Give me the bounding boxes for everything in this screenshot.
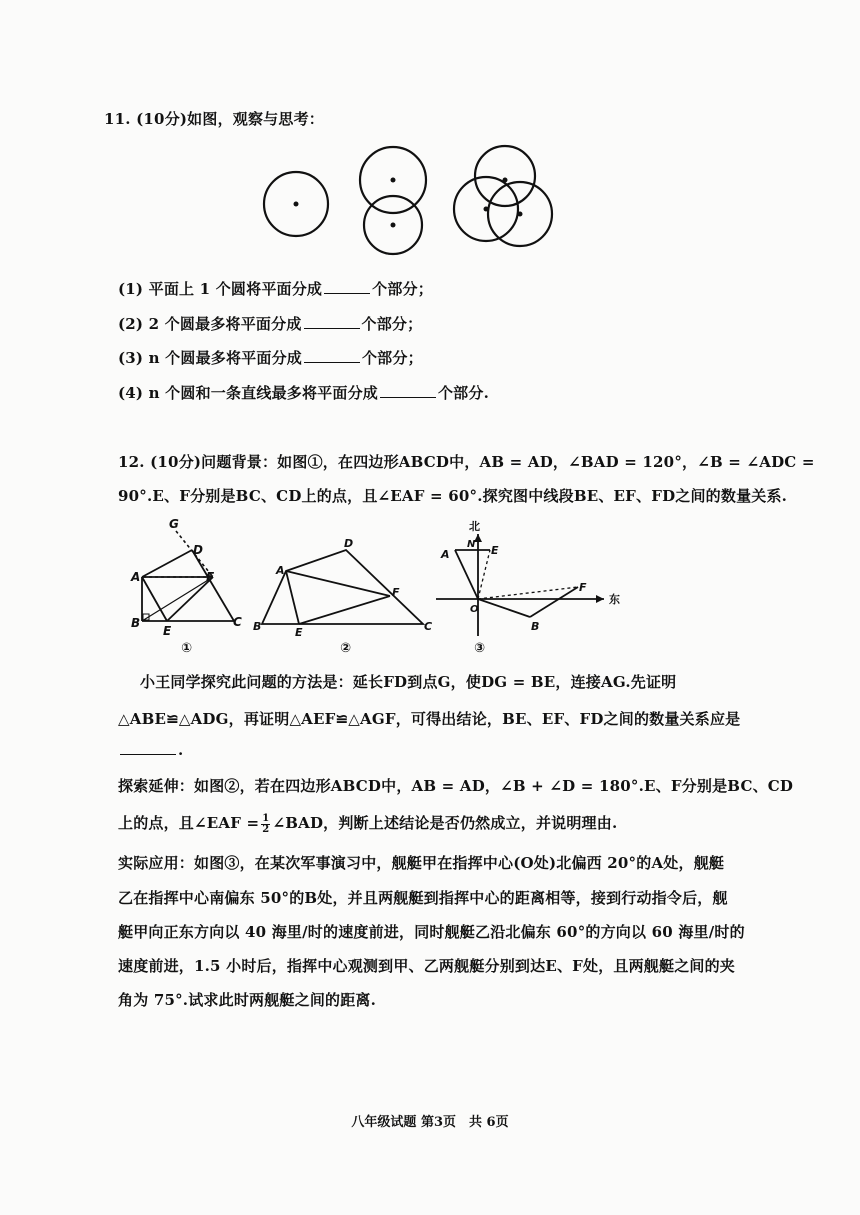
q12-application-4: 速度前进，1.5 小时后，指挥中心观测到甲、乙两舰艇分别到达E、F处，且两舰艇之间的夹 [118,957,736,975]
denominator: 2 [262,823,270,835]
q12-intro-2: 90°.E、F分别是BC、CD上的点，且∠EAF = 60°.探究图中线段BE、EF、FD之间的数量关系. [118,487,788,505]
part-text: (4) n 个圆和一条直线最多将平面分成 [118,384,378,402]
label-A: A [131,570,141,584]
label-C: C [233,615,242,629]
label-E: E [163,624,172,638]
label-A: A [441,548,450,561]
part-text: (3) n 个圆最多将平面分成 [118,349,302,367]
q12-application-1: 实际应用：如图③，在某次军事演习中，舰艇甲在指挥中心(O处)北偏西 20°的A处，舰艇 [118,854,725,872]
label-F: F [206,570,215,584]
figure-number: ② [340,641,352,656]
part-text: (2) 2 个圆最多将平面分成 [118,315,302,333]
label-F: F [579,581,587,594]
label-C: C [424,620,433,633]
label-G: G [169,517,179,531]
figure-number: ① [181,641,193,656]
label-east: 东 [609,593,620,606]
q12-extension-2 [118,812,617,835]
label-B: B [131,616,141,630]
ext-text: ∠BAD，判断上述结论是否仍然成立，并说明理由. [272,814,618,832]
label-F: F [392,586,400,599]
part-text: (1) 平面上 1 个圆将平面分成 [118,280,323,298]
part-text: 个部分； [372,280,433,298]
ext-text: 上的点，且∠EAF = [118,814,260,832]
part-text: 个部分； [361,349,423,367]
q12-intro-1: 12. (10分)问题背景：如图①，在四边形ABCD中，AB = AD，∠BAD = 120°，∠B = ∠ADC = [118,453,815,471]
part-text: 个部分. [437,384,490,402]
label-O: O [470,604,479,615]
q12-extension-1: 探索延伸：如图②，若在四边形ABCD中，AB = AD，∠B + ∠D = 180°.E、F分别是BC、CD [118,777,794,795]
q11-header: 11. (10分)如图，观察与思考： [104,110,324,128]
part-text: 个部分； [361,315,423,333]
label-A: A [276,564,285,577]
answer-blank[interactable] [120,740,176,755]
q12-application-2: 乙在指挥中心南偏东 50°的B处，并且两舰艇到指挥中心的距离相等，接到行动指令后，舰 [118,889,728,907]
label-D: D [344,537,354,550]
q12-method-2: △ABE≌△ADG，再证明△AEF≌△AGF，可得出结论，BE、EF、FD之间的数量关系应是 [118,710,741,728]
q12-application-3: 艇甲向正东方向以 40 海里/时的速度前进，同时舰艇乙沿北偏东 60°的方向以 60 海里/时的 [118,923,745,941]
page-footer: 八年级试题 第3页 共 6页 [351,1115,509,1130]
label-N: N [467,539,476,550]
period: . [178,741,184,759]
numerator: 1 [262,812,270,824]
q12-method-answer [118,740,183,759]
label-E: E [491,544,499,557]
q12-method-1: 小王同学探究此问题的方法是：延长FD到点G，使DG = BE，连接AG.先证明 [140,673,677,691]
label-E: E [295,626,303,639]
figure-number: ③ [474,641,486,656]
label-north: 北 [469,520,480,533]
label-B: B [531,620,540,633]
fraction [261,814,270,835]
q12-application-5: 角为 75°.试求此时两舰艇之间的距离. [118,991,377,1009]
label-B: B [253,620,262,633]
label-D: D [193,543,203,557]
